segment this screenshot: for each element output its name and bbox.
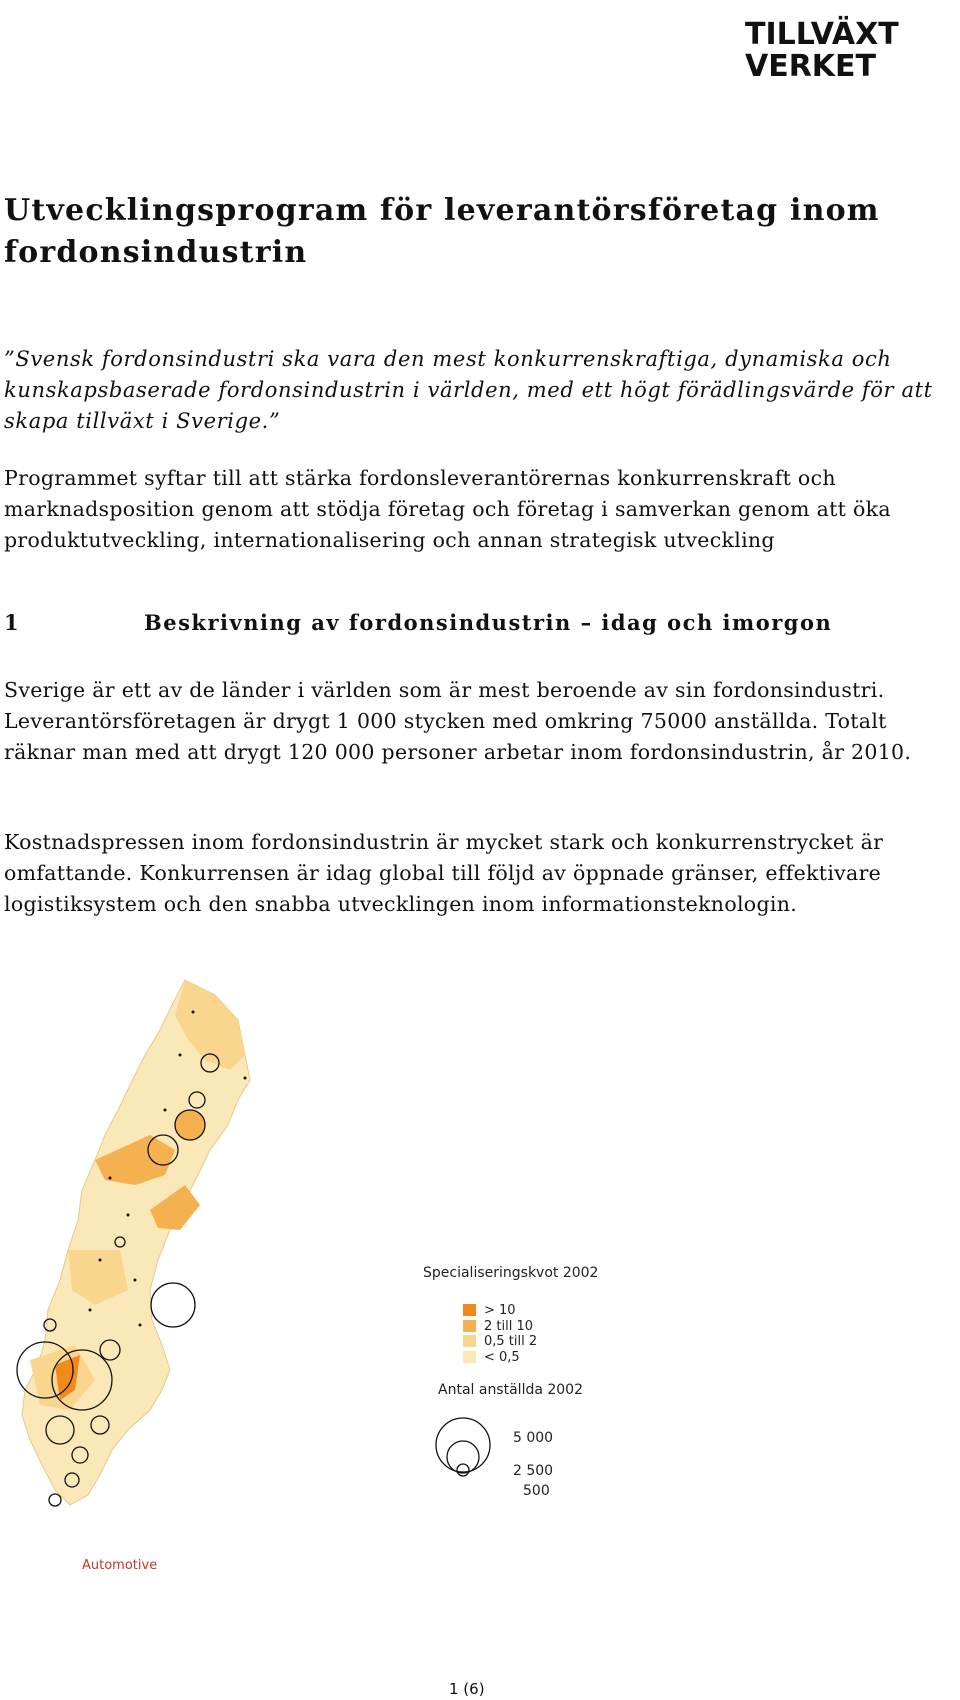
legend-label: > 10 [484,1302,516,1318]
legend-title-specialization: Specialiseringskvot 2002 [423,1265,599,1281]
legend-circle-label: 5 000 [513,1430,554,1446]
body-paragraph-1: Sverige är ett av de länder i världen som är mest beroende av sin fordonsindustri. Leverantörsföretagen är drygt 1 000 stycken med omkring 75000 anställda. Totalt räknar man med att drygt 120 000 personer arbetar inom fordonsindustrin, år 2010. [4,678,912,764]
page-number: 1 (6) [449,1680,485,1698]
map-legend [410,1265,630,1515]
employees-circle [175,1110,205,1140]
legend-circle-small [457,1464,469,1476]
legend-swatch [463,1320,476,1332]
location-dot [192,1011,195,1014]
legend-circle-label: 500 [523,1483,550,1499]
location-dot [89,1309,92,1312]
location-dot [179,1054,182,1057]
legend-item [463,1319,533,1333]
legend-circles [410,1405,520,1515]
legend-swatch [463,1304,476,1316]
logo-text-line2: VERKET [745,49,877,80]
employees-circle [151,1283,195,1327]
legend-circle-label: 2 500 [513,1463,554,1479]
logo-text-line1: TILLVÄXT [745,17,899,52]
logo-graphic [745,4,945,80]
location-dot [244,1077,247,1080]
location-dot [164,1109,167,1112]
intro-paragraph: Programmet syftar till att stärka fordonsleverantörernas konkurrenskraft och marknadsposition genom att stödja företag och företag i samverkan genom att öka produktutveckling, internationalisering och annan strategisk utveckling [4,466,891,552]
document-title: Utvecklingsprogram för leverantörsföretag inom fordonsindustrin [4,193,880,270]
location-dot [109,1177,112,1180]
employees-circle [49,1494,61,1506]
tillvaxtverket-logo [745,4,945,80]
section-title: Beskrivning av fordonsindustrin – idag och imorgon [144,610,833,635]
body-paragraph-2: Kostnadspressen inom fordonsindustrin är mycket stark och konkurrenstrycket är omfattande. Konkurrensen är idag global till följd av öppnade gränser, effektivare logistiksystem och den snabba utvecklingen inom informationsteknologin. [4,830,884,916]
location-dot [134,1279,137,1282]
legend-item [463,1303,516,1317]
legend-circle-medium [447,1441,479,1473]
legend-label: 2 till 10 [484,1318,534,1334]
legend-item [463,1334,537,1348]
location-dot [139,1324,142,1327]
location-dot [99,1259,102,1262]
legend-title-employees: Antal anställda 2002 [438,1382,583,1398]
section-number: 1 [4,610,21,635]
map-caption: Automotive [82,1558,158,1573]
legend-label: 0,5 till 2 [484,1333,538,1349]
legend-swatch [463,1351,476,1363]
legend-label: < 0,5 [484,1349,520,1365]
legend-item [463,1350,520,1364]
location-dot [127,1214,130,1217]
vision-quote: ”Svensk fordonsindustri ska vara den mest konkurrenskraftiga, dynamiska och kunskapsbaserade fordonsindustrin i världen, med ett högt förädlingsvärde för att skapa tillväxt i Sverige.” [4,347,933,433]
legend-swatch [463,1335,476,1347]
